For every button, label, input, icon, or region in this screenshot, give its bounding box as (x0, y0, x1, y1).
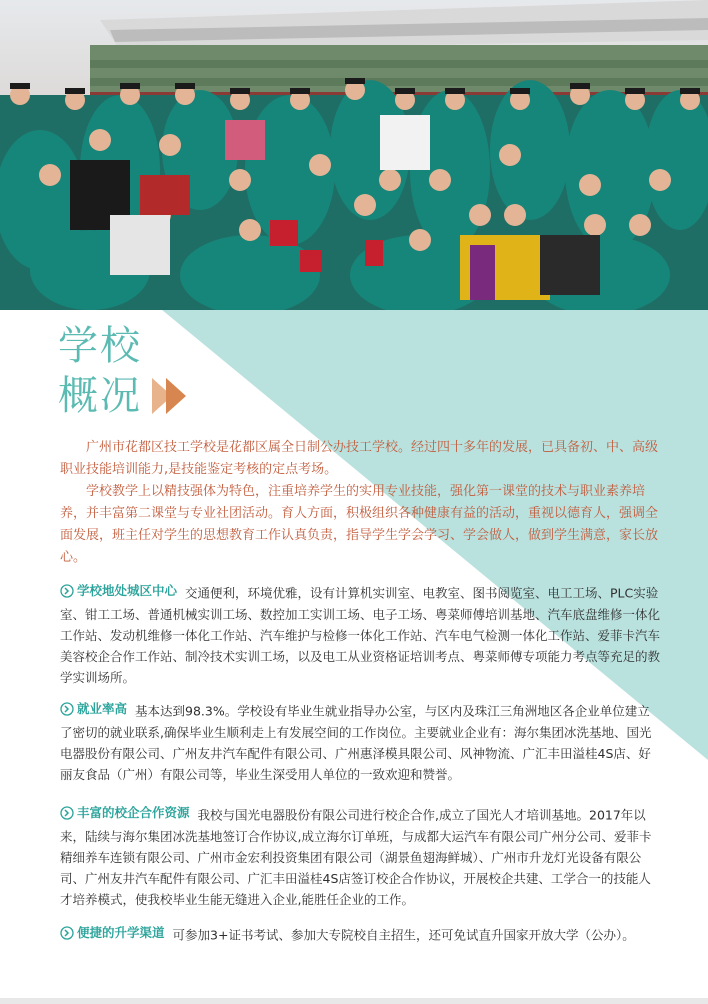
intro-paragraph-1: 广州市花都区技工学校是花都区属全日制公办技工学校。经过四十多年的发展，已具备初、中、高级职业技能培训能力,是技能鉴定考核的定点考场。 (60, 440, 659, 477)
arrow-circle-icon (60, 806, 74, 820)
section-body: 我校与国光电器股份有限公司进行校企合作,成立了国光人才培训基地。2017年以来，陆续与海尔集团冰洗基地签订合作协议,成立海尔订单班，与成都大运汽车有限公司广州分公司、爱菲卡精细养车连锁有限公司、广州市金宏利投资集团有限公司（湖景鱼翅海鲜城）、广州市升龙灯光设备有限公司、广州友井汽车配件有限公司、广汇丰田溢桂4S店签订校企合作协议，开展校企共建、工学合一的技能人才培养模式，使我校毕业生能无缝进入企业,能胜任企业的工作。 (60, 807, 652, 907)
intro-paragraph-2: 学校教学上以精技强体为特色，注重培养学生的实用专业技能，强化第一课堂的技术与职业素养培养，并丰富第二课堂与专业社团活动。育人方面，积极组织各种健康有益的活动，重视以德育人，强调全面发展，班主任对学生的思想教育工作认真负责，指导学生学会学习、学会做人，做到学生满意，家长放心。 (60, 484, 659, 565)
section-employment (60, 698, 660, 785)
arrow-circle-icon (60, 926, 74, 940)
section-title (58, 322, 142, 422)
title-line-2: 概况 (58, 373, 142, 419)
page-footer-strip (0, 998, 708, 1004)
section-further-study (60, 922, 660, 946)
double-arrow-icon (150, 376, 198, 416)
section-cooperation (60, 802, 660, 910)
section-tag (60, 580, 177, 601)
section-body: 交通便利，环境优雅，设有计算机实训室、电教室、图书阅览室、电工工场、PLC实验室、钳工工场、普通机械实训工场、数控加工实训工场、电子工场、粤菜师傅培训基地、汽车底盘维修一体化工作站、发动机维修一体化工作站、汽车维护与检修一体化工作站、汽车电气检测一体化工作站、爱菲卡汽车美容校企合作工作站、制冷技术实训工场，以及电工从业资格证培训考点、粤菜师傅专项能力考点等充足的教学实训场所。 (60, 585, 661, 685)
section-tag (60, 698, 127, 719)
section-location (60, 580, 660, 688)
section-tag (60, 922, 165, 943)
section-body: 基本达到98.3%。学校设有毕业生就业指导办公室，与区内及珠江三角洲地区各企业单位建立了密切的就业联系,确保毕业生顺利走上有发展空间的工作岗位。主要就业企业有：海尔集团冰洗基地、国光电器股份有限公司、广州友井汽车配件有限公司、广州惠泽模具限公司、风神物流、广汇丰田溢桂4S店、好丽友食品（广州）有限公司等，毕业生深受用人单位的一致欢迎和赞誉。 (60, 703, 652, 782)
title-line-1: 学校 (58, 323, 142, 369)
section-tag-label: 就业率高 (77, 701, 128, 716)
arrow-circle-icon (60, 702, 74, 716)
section-tag-label: 学校地处城区中心 (77, 583, 178, 598)
section-tag-label: 丰富的校企合作资源 (77, 805, 190, 820)
group-photo (0, 0, 708, 310)
section-body: 可参加3+证书考试、参加大专院校自主招生，还可免试直升国家开放大学（公办）。 (172, 927, 635, 943)
section-tag (60, 802, 190, 823)
intro-text (60, 437, 660, 569)
arrow-circle-icon (60, 584, 74, 598)
section-tag-label: 便捷的升学渠道 (77, 925, 165, 940)
